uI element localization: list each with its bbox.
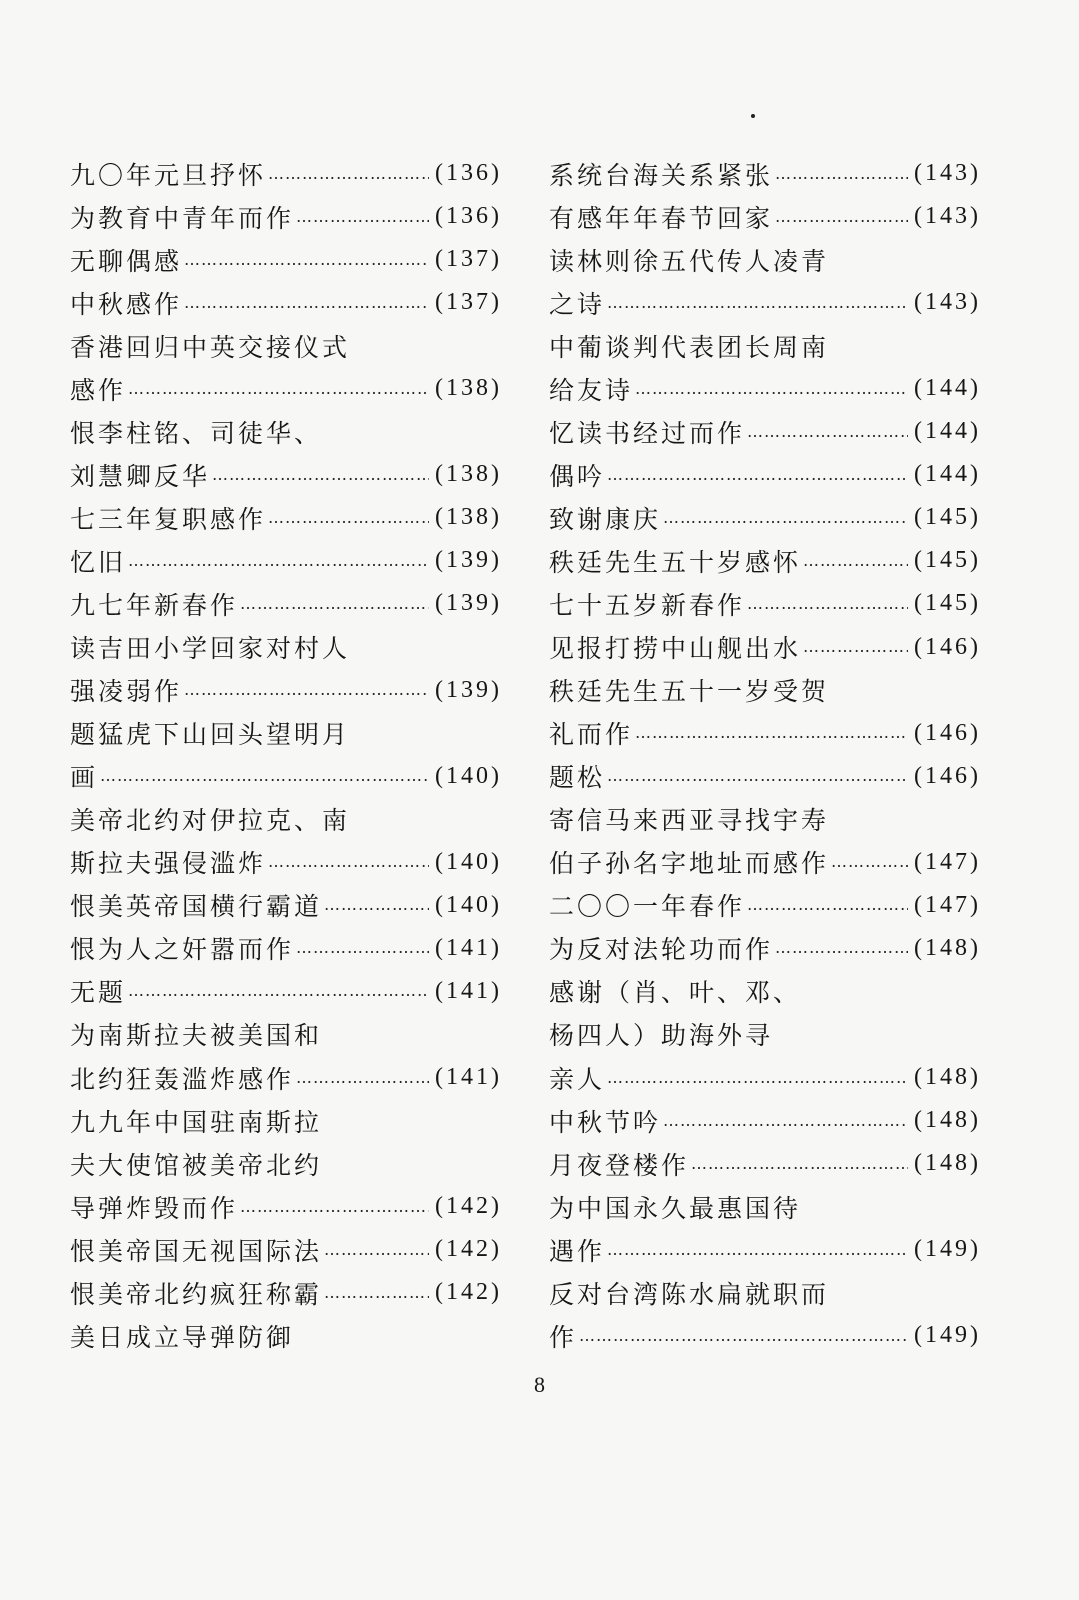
toc-entry — [70, 152, 502, 195]
toc-entry-page: (146) — [914, 762, 981, 789]
toc-leader-dots — [184, 252, 429, 268]
toc-entry-page: (138) — [435, 461, 502, 488]
toc-entry — [549, 281, 981, 324]
toc-entry-title: 给友诗 — [549, 375, 634, 405]
toc-leader-dots — [184, 295, 429, 311]
toc-leader-dots — [775, 166, 908, 182]
toc-entry-title: 偶吟 — [549, 461, 606, 491]
toc-entry-page: (138) — [435, 504, 502, 531]
toc-entry-title: 忆读书经过而作 — [549, 418, 746, 448]
toc-entry-title: 题猛虎下山回头望明月 — [70, 720, 351, 750]
toc-entry-title: 九〇年元旦抒怀 — [70, 160, 267, 190]
toc-leader-dots — [607, 467, 908, 483]
toc-entry-title: 香港回归中英交接仪式 — [70, 332, 351, 362]
toc-entry — [70, 927, 502, 970]
toc-entry — [549, 1142, 981, 1185]
toc-leader-dots — [324, 897, 429, 913]
toc-leader-dots — [100, 768, 429, 784]
toc-entry-title: 恨美帝国无视国际法 — [70, 1236, 323, 1266]
toc-leader-dots — [128, 553, 429, 569]
toc-entry — [70, 238, 502, 281]
toc-entry-page: (149) — [914, 1236, 981, 1263]
toc-entry-title: 恨美帝北约疯狂称霸 — [70, 1279, 323, 1309]
toc-entry — [549, 1099, 981, 1142]
toc-column-right — [549, 152, 981, 1357]
toc-entry — [70, 195, 502, 238]
toc-entry-title: 作 — [549, 1322, 578, 1352]
toc-leader-dots — [635, 381, 908, 397]
toc-entry — [549, 1271, 981, 1314]
toc-entry-title: 无聊偶感 — [70, 246, 183, 276]
toc-entry-title: 北约狂轰滥炸感作 — [70, 1064, 295, 1094]
toc-entry — [70, 1228, 502, 1271]
toc-leader-dots — [803, 639, 908, 655]
toc-entry-page: (145) — [914, 504, 981, 531]
toc-entry-title: 为南斯拉夫被美国和 — [70, 1021, 323, 1051]
toc-entry — [70, 324, 502, 367]
toc-entry — [70, 496, 502, 539]
toc-leader-dots — [296, 1070, 429, 1086]
toc-entry — [549, 152, 981, 195]
toc-entry-title: 致谢康庆 — [549, 504, 662, 534]
toc-entry-page: (136) — [435, 203, 502, 230]
toc-entry-page: (145) — [914, 590, 981, 617]
toc-entry — [549, 755, 981, 798]
toc-entry — [549, 496, 981, 539]
toc-entry — [549, 970, 981, 1013]
toc-entry-title: 强凌弱作 — [70, 677, 183, 707]
toc-entry-title: 杨四人）助海外寻 — [549, 1021, 774, 1051]
toc-entry-title: 斯拉夫强侵滥炸 — [70, 849, 267, 879]
toc-entry-title: 七十五岁新春作 — [549, 590, 746, 620]
toc-entry-title: 伯子孙名字地址而感作 — [549, 849, 830, 879]
toc-leader-dots — [240, 1199, 429, 1215]
toc-leader-dots — [268, 854, 429, 870]
toc-entry — [70, 1185, 502, 1228]
toc-entry — [70, 626, 502, 669]
toc-entry-page: (140) — [435, 891, 502, 918]
toc-entry — [70, 1271, 502, 1314]
toc-entry-page: (148) — [914, 1107, 981, 1134]
toc-entry-page: (144) — [914, 418, 981, 445]
toc-leader-dots — [268, 510, 429, 526]
toc-entry-title: 题松 — [549, 763, 606, 793]
toc-entry-title: 七三年复职感作 — [70, 504, 267, 534]
toc-entry-page: (141) — [435, 977, 502, 1004]
toc-entry-title: 美日成立导弹防御 — [70, 1322, 295, 1352]
toc-entry-page: (140) — [435, 848, 502, 875]
toc-entry-title: 为教育中青年而作 — [70, 203, 295, 233]
toc-entry-title: 有感年年春节回家 — [549, 203, 774, 233]
toc-entry — [70, 1142, 502, 1185]
toc-entry-title: 画 — [70, 763, 99, 793]
toc-entry-title: 恨李柱铭、司徒华、 — [70, 418, 323, 448]
toc-entry-page: (145) — [914, 547, 981, 574]
toc-leader-dots — [296, 209, 429, 225]
toc-entry — [549, 626, 981, 669]
toc-leader-dots — [691, 1156, 908, 1172]
toc-entry — [70, 755, 502, 798]
toc-entry-page: (143) — [914, 203, 981, 230]
toc-entry-page: (143) — [914, 160, 981, 187]
toc-entry-page: (142) — [435, 1236, 502, 1263]
toc-entry-title: 导弹炸毁而作 — [70, 1193, 239, 1223]
toc-leader-dots — [128, 381, 429, 397]
toc-entry-title: 读吉田小学回家对村人 — [70, 634, 351, 664]
toc-entry-title: 九九年中国驻南斯拉 — [70, 1107, 323, 1137]
toc-entry-title: 遇作 — [549, 1236, 606, 1266]
toc-entry — [70, 539, 502, 582]
toc-leader-dots — [212, 467, 429, 483]
toc-entry-title: 见报打捞中山舰出水 — [549, 634, 802, 664]
toc-entry-title: 之诗 — [549, 289, 606, 319]
toc-entry-title: 二〇〇一年春作 — [549, 892, 746, 922]
toc-entry-page: (137) — [435, 289, 502, 316]
toc-entry — [70, 1013, 502, 1056]
toc-entry — [70, 281, 502, 324]
toc-entry-title: 中秋节吟 — [549, 1107, 662, 1137]
toc-leader-dots — [663, 510, 908, 526]
toc-entry-page: (147) — [914, 848, 981, 875]
toc-entry-page: (142) — [435, 1279, 502, 1306]
toc-entry-title: 读林则徐五代传人凌青 — [549, 246, 830, 276]
toc-entry-page: (139) — [435, 676, 502, 703]
toc-entry — [70, 367, 502, 410]
toc-entry-page: (148) — [914, 934, 981, 961]
toc-leader-dots — [607, 1070, 908, 1086]
toc-entry — [70, 453, 502, 496]
toc-leader-dots — [663, 1113, 908, 1129]
toc-entry — [549, 367, 981, 410]
toc-entry-title: 夫大使馆被美帝北约 — [70, 1150, 323, 1180]
toc-entry-page: (142) — [435, 1193, 502, 1220]
toc-entry — [549, 582, 981, 625]
toc-entry — [549, 238, 981, 281]
toc-entry — [70, 841, 502, 884]
toc-entry-page: (137) — [435, 246, 502, 273]
toc-entry — [549, 712, 981, 755]
toc-entry-page: (148) — [914, 1064, 981, 1090]
toc-entry-page: (139) — [435, 547, 502, 574]
toc-entry — [549, 1314, 981, 1357]
toc-entry — [70, 884, 502, 927]
toc-entry-title: 秩廷先生五十一岁受贺 — [549, 677, 830, 707]
toc-entry-page: (146) — [914, 633, 981, 660]
toc-entry-page: (148) — [914, 1150, 981, 1177]
toc-entry — [549, 927, 981, 970]
toc-leader-dots — [128, 983, 429, 999]
toc-entry-title: 中葡谈判代表团长周南 — [549, 332, 830, 362]
toc-entry — [70, 712, 502, 755]
toc-entry — [549, 1228, 981, 1271]
toc-entry-page: (140) — [435, 762, 502, 789]
toc-entry-title: 恨美英帝国横行霸道 — [70, 892, 323, 922]
toc-entry-title: 感作 — [70, 375, 127, 405]
toc-entry — [70, 582, 502, 625]
toc-leader-dots — [607, 768, 908, 784]
print-speck — [751, 114, 755, 118]
toc-entry — [70, 1099, 502, 1142]
toc-entry-title: 美帝北约对伊拉克、南 — [70, 806, 351, 836]
toc-entry — [549, 539, 981, 582]
toc-entry-title: 系统台海关系紧张 — [549, 160, 774, 190]
toc-leader-dots — [775, 940, 908, 956]
toc-leader-dots — [268, 166, 429, 182]
toc-entry — [70, 970, 502, 1013]
toc-entry — [549, 1013, 981, 1056]
toc-entry-page: (141) — [435, 1064, 502, 1090]
toc-entry-page: (138) — [435, 375, 502, 402]
toc-entry — [549, 1185, 981, 1228]
toc-entry — [70, 1314, 502, 1357]
toc-leader-dots — [747, 897, 908, 913]
toc-entry — [70, 669, 502, 712]
toc-entry — [549, 841, 981, 884]
toc-entry-title: 月夜登楼作 — [549, 1150, 690, 1180]
toc-leader-dots — [324, 1285, 429, 1301]
toc-entry — [549, 195, 981, 238]
toc-entry-title: 礼而作 — [549, 720, 634, 750]
toc-leader-dots — [240, 596, 429, 612]
toc-entry — [70, 1056, 502, 1099]
toc-entry-page: (139) — [435, 590, 502, 617]
toc-entry — [549, 453, 981, 496]
toc-leader-dots — [607, 295, 908, 311]
toc-entry-page: (144) — [914, 375, 981, 402]
toc-entry-page: (143) — [914, 289, 981, 316]
toc-entry-title: 恨为人之奸嚣而作 — [70, 935, 295, 965]
toc-entry — [70, 410, 502, 453]
toc-leader-dots — [184, 682, 429, 698]
toc-entry-page: (136) — [435, 160, 502, 187]
toc-leader-dots — [324, 1242, 429, 1258]
toc-leader-dots — [747, 596, 908, 612]
toc-leader-dots — [579, 1328, 908, 1344]
toc-entry-page: (146) — [914, 719, 981, 746]
toc-entry — [70, 798, 502, 841]
toc-leader-dots — [775, 209, 908, 225]
toc-entry-title: 无题 — [70, 978, 127, 1008]
toc-entry — [549, 410, 981, 453]
toc-entry-page: (147) — [914, 891, 981, 918]
toc-entry-page: (149) — [914, 1322, 981, 1349]
toc-leader-dots — [635, 725, 908, 741]
toc-entry-title: 中秋感作 — [70, 289, 183, 319]
toc-entry-title: 亲人 — [549, 1064, 606, 1094]
toc-entry — [549, 884, 981, 927]
toc-entry-title: 为中国永久最惠国待 — [549, 1193, 802, 1223]
toc-leader-dots — [747, 424, 908, 440]
toc-entry-title: 九七年新春作 — [70, 590, 239, 620]
toc-entry-page: (141) — [435, 934, 502, 961]
toc-column-left — [70, 152, 502, 1357]
toc-entry-title: 反对台湾陈水扁就职而 — [549, 1279, 830, 1309]
toc-leader-dots — [831, 854, 908, 870]
toc-entry-title: 刘慧卿反华 — [70, 461, 211, 491]
toc-entry — [549, 1056, 981, 1099]
toc-entry-title: 寄信马来西亚寻找宇寿 — [549, 806, 830, 836]
page-number: 8 — [534, 1372, 545, 1397]
toc-entry — [549, 798, 981, 841]
toc-entry-title: 感谢（肖、叶、邓、 — [549, 978, 802, 1008]
toc-leader-dots — [296, 940, 429, 956]
toc-entry-title: 忆旧 — [70, 547, 127, 577]
toc-leader-dots — [607, 1242, 908, 1258]
toc-entry — [549, 669, 981, 712]
toc-leader-dots — [803, 553, 908, 569]
toc-entry — [549, 324, 981, 367]
toc-entry-title: 为反对法轮功而作 — [549, 935, 774, 965]
toc-entry-page: (144) — [914, 461, 981, 488]
toc-entry-title: 秩廷先生五十岁感怀 — [549, 547, 802, 577]
